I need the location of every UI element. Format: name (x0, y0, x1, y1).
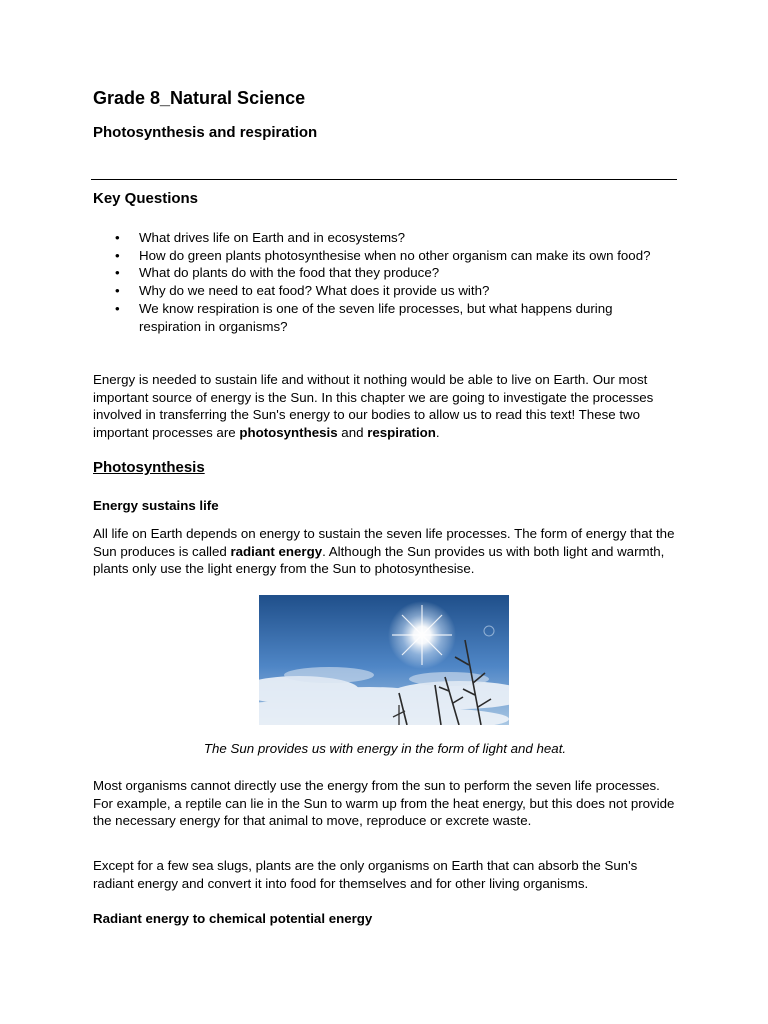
intro-text-end: . (435, 425, 440, 441)
bullet-icon: • (115, 300, 120, 316)
intro-paragraph (93, 371, 677, 442)
list-item (93, 282, 653, 300)
sea-slugs-paragraph: Except for a few sea slugs, plants are the only organisms on Earth that can absorb the Sun's radiant energy and convert it into food for themselves and for other living organisms. (93, 858, 638, 891)
document-subtitle: Photosynthesis and respiration (93, 124, 318, 141)
photosynthesis-heading: Photosynthesis (93, 459, 205, 476)
figure-caption: The Sun provides us with energy in the form of light and heat. (203, 741, 567, 756)
document-title: Grade 8_Natural Science (93, 88, 306, 108)
bullet-icon: • (115, 247, 120, 263)
question-text: Why do we need to eat food? What does it provide us with? (139, 283, 490, 299)
question-text: What do plants do with the food that they produce? (139, 265, 440, 281)
list-item (93, 300, 653, 335)
intro-bold-respiration: respiration (367, 425, 436, 441)
energy-bold-radiant: radiant energy (230, 543, 323, 559)
list-item (93, 264, 653, 282)
bullet-icon: • (115, 230, 120, 245)
energy-sustains-paragraph (93, 525, 677, 578)
horizontal-rule (91, 179, 677, 180)
bullet-icon: • (115, 283, 120, 299)
question-text: How do green plants photosynthesise when no other organism can make its own food? (139, 247, 651, 263)
question-text: What drives life on Earth and in ecosystems? (139, 230, 406, 245)
organisms-paragraph: Most organisms cannot directly use the energy from the sun to perform the seven life processes. For example, a reptile can lie in the Sun to warm up from the heat energy, but this does not provide the necessary energy for that animal to move, reproduce or excrete waste. (93, 778, 675, 829)
list-item (93, 229, 653, 247)
sun-sky-photo (259, 595, 509, 725)
bullet-icon: • (115, 265, 120, 281)
list-item (93, 247, 653, 265)
energy-sustains-heading: Energy sustains life (93, 498, 219, 513)
radiant-energy-heading: Radiant energy to chemical potential energy (93, 911, 373, 926)
intro-text: Energy is needed to sustain life and without it nothing would be able to live on Earth. Our most important source of energy is the Sun. In this chapter we are going to investigate the processes involved in transferring the Sun's energy to our bodies to allow us to read this text! These two important processes are (93, 372, 654, 441)
key-questions-heading: Key Questions (93, 190, 199, 207)
intro-text-and: and (337, 425, 368, 441)
energy-text: All life on Earth depends on energy to sustain the seven life processes. The form of energy that the Sun produces is called (93, 526, 675, 559)
question-text: We know respiration is one of the seven life processes, but what happens during respiration in organisms? (139, 300, 613, 334)
intro-bold-photosynthesis: photosynthesis (239, 425, 338, 441)
energy-text-after: . Although the Sun provides us with both light and warmth, plants only use the light energy from the Sun to photosynthesise. (93, 543, 665, 577)
key-questions-list (93, 229, 653, 335)
